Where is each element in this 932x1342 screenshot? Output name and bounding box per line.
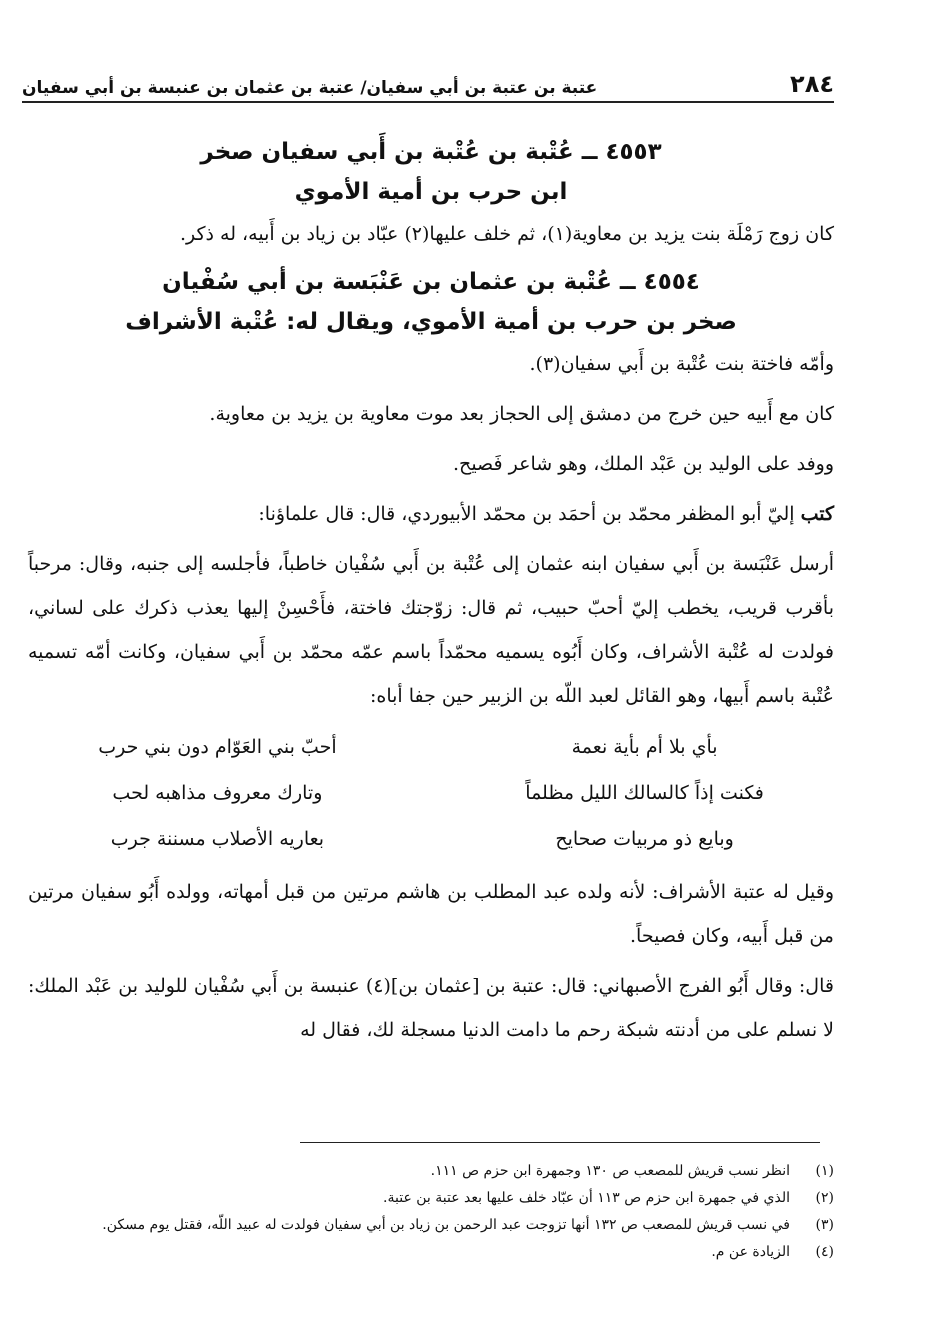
verse-second-hemistich: وتارك معروف مذاهبه لحب <box>112 782 323 804</box>
footnote-rule <box>300 1142 820 1143</box>
entry-4553-paragraph: كان زوج رَمْلَة بنت يزيد بن معاوية(١)، ثم خلف عليها(٢) عبّاد بن زياد بن أَبيه، له ذكر. <box>179 223 834 245</box>
footnote-number: (٤) <box>815 1244 834 1260</box>
main-text <box>28 132 834 1058</box>
entry-4554-heading-line2: صخر بن حرب بن أمية الأموي، ويقال له: عُتْبة الأشراف <box>125 309 737 335</box>
page-number: ٢٨٤ <box>790 70 834 98</box>
entry-4553-heading <box>28 132 834 212</box>
footnote <box>28 1212 834 1239</box>
entry-4553-heading-line2: ابن حرب بن أمية الأموي <box>294 179 568 205</box>
header-rule <box>22 101 834 103</box>
footnote-text: في نسب قريش للمصعب ص ١٣٢ أنها تزوجت عبد الرحمن بن زياد بن أبي سفيان فولدت له عبيد اللّه، فقتل يوم مسكن. <box>102 1217 790 1233</box>
footnote-text: الزيادة عن م. <box>711 1244 790 1260</box>
poem <box>28 724 834 862</box>
entry-4554-paragraph-wafd: ووفد على الوليد بن عَبْد الملك، وهو شاعر فَصيح. <box>453 453 834 475</box>
poem-verse <box>28 724 834 770</box>
entry-4554-heading <box>28 262 834 342</box>
footnote-number: (٢) <box>815 1190 834 1206</box>
verse-first-hemistich: فكنت إذاً كالسالك الليل مظلماً <box>525 782 764 804</box>
verse-first-hemistich: وبايع ذو مربيات صحايح <box>555 828 734 850</box>
verse-second-hemistich: أحبّ بني العَوّام دون بني حرب <box>98 736 337 758</box>
entry-4554-heading-line1: ٤٥٥٤ ــ عُتْبة بن عثمان بن عَنْبَسة بن أبي سُفْيان <box>162 269 700 295</box>
footnote <box>28 1185 834 1212</box>
footnotes <box>28 1158 834 1266</box>
verse-first-hemistich: بأي بلا أم بأية نعمة <box>571 736 718 758</box>
footnote-text: انظر نسب قريش للمصعب ص ١٣٠ وجمهرة ابن حزم ص ١١١. <box>430 1163 790 1179</box>
footnote-number: (١) <box>815 1163 834 1179</box>
entry-4554-paragraph-isnad <box>28 492 834 536</box>
entry-4554-paragraph-mother: وأمّه فاختة بنت عُتْبة بن أَبي سفيان(٣). <box>529 353 834 375</box>
entry-4554-paragraph-isfahani: قال: وقال أَبُو الفرج الأصبهاني: قال: عتبة بن [عثمان بن](٤) عنبسة بن أَبي سُفْيان للوليد بن عَبْد الملك: لا نسلم على من أدنته شبكة رحم ما دامت الدنيا مسجلة لك، فقال له <box>28 975 834 1041</box>
footnote-number: (٣) <box>815 1217 834 1233</box>
poem-verse <box>28 816 834 862</box>
poem-verse <box>28 770 834 816</box>
isnad-lead-word: كتب <box>800 503 834 525</box>
footnote-text: الذي في جمهرة ابن حزم ص ١١٣ أن عبّاد خلف عليها بعد عتبة بن عتبة. <box>383 1190 790 1206</box>
running-title: عتبة بن عتبة بن أبي سفيان/ عتبة بن عثمان بن عنبسة بن أبي سفيان <box>22 78 598 98</box>
isnad-text: إليّ أبو المظفر محمّد بن أحمَد بن محمّد الأبيوردي، قال: قال علماؤنا: <box>258 503 801 525</box>
entry-4553-heading-line1: ٤٥٥٣ ــ عُتْبة بن عُتْبة بن أَبي سفيان صخر <box>200 139 662 165</box>
entry-4554-paragraph-travel: كان مع أَبيه حين خرج من دمشق إلى الحجاز بعد موت معاوية بن يزيد بن معاوية. <box>209 403 834 425</box>
entry-4554-paragraph-narrative: أرسل عَنْبَسة بن أَبي سفيان ابنه عثمان إلى عُتْبة بن أَبي سُفْيان خاطباً، فأجلسه إلى جنبه، وقال: مرحباً بأقرب قريب، يخطب إليّ أحبّ حبيب، ثم قال: زوّجتك فاختة، فأَحْسِنْ إليها يعذب ذكرك على لساني، فولدت له عُتْبة الأشراف، وكان أَبُوه يسميه محمّداً باسم عمّه محمّد بن أَبي سفيان، وكانت أمّه تسميه عُتْبة باسم أَبيها، وهو القائل لعبد اللّه بن الزبير حين جفا أباه: <box>28 553 834 707</box>
verse-second-hemistich: بعاريه الأصلاب مسننة جرب <box>110 828 325 850</box>
footnote <box>28 1239 834 1266</box>
entry-4554-paragraph-ashraf: وقيل له عتبة الأشراف: لأنه ولده عبد المطلب بن هاشم مرتين من قبل أمهاته، وولده أَبُو سفيان مرتين من قبل أَبيه، وكان فصيحاً. <box>28 881 834 947</box>
running-head <box>22 58 834 98</box>
footnote <box>28 1158 834 1185</box>
